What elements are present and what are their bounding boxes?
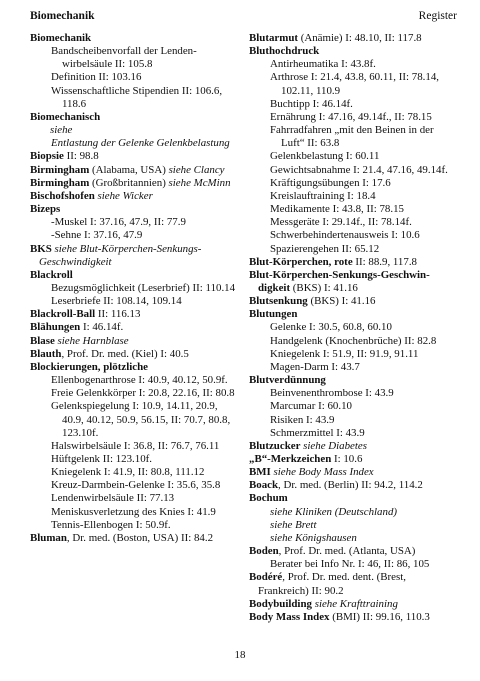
index-headword: Biopsie [30, 150, 64, 163]
index-headword: Bochum [249, 492, 288, 505]
index-subentry: Antirheumatika I: 43.8f. [270, 58, 376, 71]
header-section-title: Biomechanik [30, 10, 95, 22]
index-headword: BMI [249, 466, 271, 479]
index-subentry: -Muskel I: 37.16, 47.9, II: 77.9 [51, 216, 186, 229]
index-subentry: Beinvenenthrombose I: 43.9 [270, 387, 394, 400]
see-reference: Entlastung der Gelenke Gelenkbelastung [51, 137, 230, 150]
index-entry [30, 164, 242, 177]
index-subentry: Gelenkspiegelung I: 10.9, 14.11, 20.9, 40.9, 40.12, 50.9, 56.15, II: 70.7, 80.8, 123.10f. [51, 400, 231, 439]
index-locator: II: 88.9, 117.8 [352, 255, 417, 268]
index-headword: Blähungen [30, 321, 81, 334]
see-reference: siehe Diabetes [303, 439, 367, 452]
index-locator: II: 116.13 [95, 308, 141, 321]
index-headword: Bizeps [30, 203, 61, 216]
index-entry [249, 466, 459, 479]
index-subentry: Ernährung I: 47.16, 49.14f., II: 78.15 [270, 110, 432, 123]
running-header [30, 10, 457, 26]
see-reference: siehe [50, 124, 73, 137]
index-subentry: Marcumar I: 60.10 [270, 400, 352, 413]
index-locator: , Dr. med. (Boston, USA) II: 84.2 [66, 531, 214, 544]
index-subentry: Medikamente I: 43.8, II: 78.15 [270, 203, 404, 216]
see-reference: siehe Harnblase [57, 334, 129, 347]
index-entry [249, 571, 459, 597]
see-reference: siehe Königshausen [270, 531, 357, 544]
index-entry [30, 177, 242, 190]
index-headword: Blase [30, 334, 55, 347]
index-entry [249, 269, 459, 295]
see-reference: siehe Body Mass Index [273, 466, 374, 479]
index-headword: Bodéré [249, 571, 283, 584]
index-locator: , Prof. Dr. med. (Atlanta, USA) [278, 545, 416, 558]
index-subentry: Magen-Darm I: 43.7 [270, 360, 360, 373]
index-subentry: Bandscheibenvorfall der Lenden-wirbelsäule II: 105.8 [51, 45, 197, 71]
index-subentry: Risiken I: 43.9 [270, 413, 335, 426]
index-entry [30, 308, 242, 321]
index-headword: Bluthochdruck [249, 45, 320, 58]
index-column-right [249, 32, 459, 624]
see-reference: siehe Brett [270, 518, 317, 531]
index-subentry: Kräftigungsübungen I: 17.6 [270, 176, 391, 189]
index-entry [249, 545, 459, 558]
see-reference: siehe Krafttraining [314, 597, 398, 610]
index-subentry: Freie Gelenkkörper I: 20.8, 22.16, II: 80.8 [51, 387, 235, 400]
index-headword: Birmingham [30, 163, 90, 176]
index-headword: Biomechanisch [30, 110, 101, 123]
index-headword: Blauth [30, 347, 62, 360]
index-entry [30, 190, 242, 203]
index-locator: II: 98.8 [63, 150, 99, 163]
index-headword: Blutsenkung [249, 295, 308, 308]
index-subentry: Kniegelenk I: 41.9, II: 80.8, 111.12 [51, 466, 205, 479]
index-subentry: Tennis-Ellenbogen I: 50.9f. [51, 518, 171, 531]
index-headword: Blutverdünnung [249, 374, 326, 387]
see-reference: siehe Blut-Körperchen-Senkungs-Geschwindigkeit [39, 242, 202, 268]
page-number: 18 [234, 649, 246, 661]
index-locator: (BKS) I: 41.16 [290, 281, 358, 294]
index-locator: , Prof. Dr. med. dent. (Brest, Frankreich) II: 90.2 [258, 571, 406, 597]
header-register-label: Register [418, 10, 457, 22]
index-entry [30, 321, 242, 334]
index-entry [249, 256, 459, 269]
index-headword: Bischofshofen [30, 189, 95, 202]
index-locator: I: 46.14f. [80, 321, 124, 334]
index-locator: I: 10.6 [331, 453, 363, 465]
index-subentry: Messgeräte I: 29.14f., II: 78.14f. [270, 216, 412, 229]
index-locator: (BMI) II: 99.16, 110.3 [329, 610, 430, 623]
index-subentry: Kreuz-Darmbein-Gelenke I: 35.6, 35.8 [51, 479, 221, 492]
index-entry [249, 295, 459, 308]
see-reference: siehe Wicker [97, 189, 153, 202]
index-entry [249, 611, 459, 624]
index-subentry: Halswirbelsäule I: 36.8, II: 76.7, 76.11 [51, 439, 220, 452]
index-entry [30, 243, 242, 269]
index-subentry: Gelenkbelastung I: 60.11 [270, 150, 380, 163]
index-locator: (Großbritannien) [89, 176, 169, 189]
see-reference: siehe Kliniken (Deutschland) [270, 505, 398, 518]
index-locator: , Prof. Dr. med. (Kiel) I: 40.5 [61, 347, 189, 360]
index-headword: Blutungen [249, 308, 298, 321]
index-subentry: Gelenke I: 30.5, 60.8, 60.10 [270, 321, 392, 334]
index-locator: (Alabama, USA) [89, 163, 169, 176]
index-locator: , Dr. med. (Berlin) II: 94.2, 114.2 [278, 479, 423, 492]
index-entry [30, 150, 242, 163]
index-subentry: Spazierengehen II: 65.12 [270, 242, 380, 255]
index-headword: Bluman [30, 531, 67, 544]
index-headword: Boack [249, 479, 279, 492]
index-headword: Bodybuilding [249, 597, 312, 610]
index-headword: Body Mass Index [249, 610, 330, 623]
index-subentry: Definition II: 103.16 [51, 71, 142, 84]
index-subentry: Fahrradfahren „mit den Beinen in der Luft“ II: 63.8 [270, 124, 434, 150]
index-subentry: Lendenwirbelsäule II: 77.13 [51, 492, 175, 505]
index-subentry: Handgelenk (Knochenbrüche) II: 82.8 [270, 334, 437, 347]
index-subentry: Gewichtsabnahme I: 21.4, 47.16, 49.14f. [270, 163, 448, 176]
index-entry [249, 440, 459, 453]
index-headword: Blockierungen, plötzliche [30, 360, 148, 373]
index-entry [30, 348, 242, 361]
index-subentry: Meniskusverletzung des Knies I: 41.9 [51, 505, 216, 518]
index-subentry: Arthrose I: 21.4, 43.8, 60.11, II: 78.14, 102.11, 110.9 [270, 71, 439, 97]
index-entry [249, 32, 459, 45]
index-headword: Blut-Körperchen, rote [249, 255, 353, 268]
index-subentry: -Sehne I: 37.16, 47.9 [51, 229, 143, 242]
index-subentry: Hüftgelenk II: 123.10f. [51, 453, 153, 465]
index-locator: (BKS) I: 41.16 [307, 295, 376, 308]
index-subentry: Schmerzmittel I: 43.9 [270, 426, 365, 439]
index-subentry: Bezugsmöglichkeit (Leserbrief) II: 110.14 [51, 281, 236, 294]
index-entry [249, 598, 459, 611]
index-headword: BKS [30, 242, 52, 255]
index-subentry: Schwerbehindertenausweis I: 10.6 [270, 229, 420, 242]
index-headword: Blackroll [30, 268, 73, 281]
index-subentry: Berater bei Info Nr. I: 46, II: 86, 105 [270, 558, 430, 571]
index-headword: Biomechanik [30, 32, 92, 44]
index-headword: Blut-Körperchen-Senkungs-Geschwin-digkeit [249, 268, 430, 294]
index-headword: Boden [249, 545, 279, 558]
see-reference: siehe McMinn [168, 176, 231, 189]
index-entry [30, 335, 242, 348]
index-subentry: Leserbriefe II: 108.14, 109.14 [51, 295, 182, 308]
index-headword: Blutzucker [249, 439, 301, 452]
index-entry [249, 453, 459, 466]
index-headword: „B“-Merkzeichen [249, 453, 332, 465]
index-entry [30, 532, 242, 545]
index-column-left [30, 32, 242, 545]
index-subentry: Buchtipp I: 46.14f. [270, 97, 353, 110]
index-headword: Blackroll-Ball [30, 308, 96, 321]
index-subentry: Wissenschaftliche Stipendien II: 106.6, 118.6 [51, 84, 223, 110]
index-locator: (Anämie) I: 48.10, II: 117.8 [298, 32, 422, 44]
index-subentry: Kniegelenk I: 51.9, II: 91.9, 91.11 [270, 347, 419, 360]
index-subentry: Kreislauftraining I: 18.4 [270, 189, 376, 202]
index-headword: Blutarmut [249, 32, 299, 44]
index-entry [249, 479, 459, 492]
index-headword: Birmingham [30, 176, 90, 189]
index-subentry: Ellenbogenarthrose I: 40.9, 40.12, 50.9f. [51, 374, 228, 387]
see-reference: siehe Clancy [168, 163, 225, 176]
